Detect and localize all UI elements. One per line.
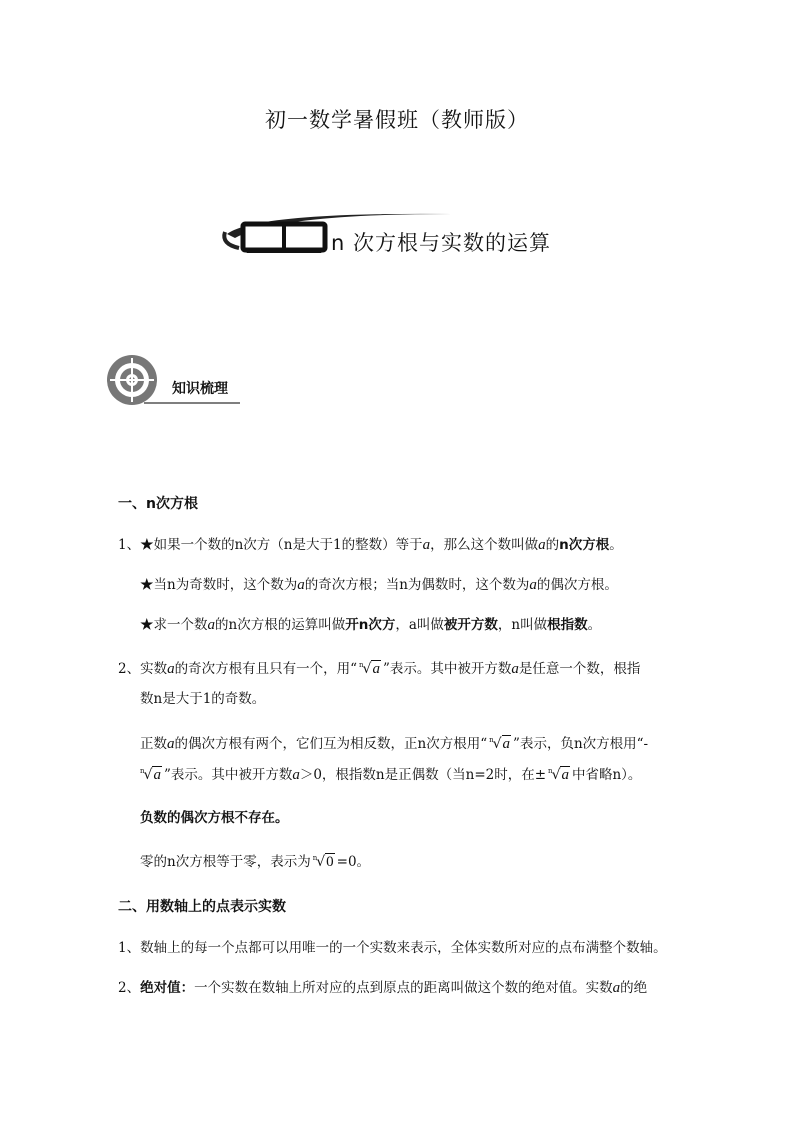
paragraph-absolute-value: 2、绝对值：一个实数在数轴上所对应的点到原点的距离叫做这个数的绝对值。实数a的绝 [118,980,648,996]
chapter-title: n 次方根与实数的运算 [331,231,551,255]
paragraph-zero-root: 零的n次方根等于零，表示为 $^n$√0 =0。 [140,852,370,874]
section-label: 知识梳理 [172,381,228,397]
paragraph-even-root-line2: $^n$√a ”表示。其中被开方数a＞0，根指数n是正偶数（当n=2时，在± $^n$√a 中省略n）。 [138,765,641,787]
paragraph-odd-root: 2、实数a的奇次方根有且只有一个，用“ $^n$√a ”表示。其中被开方数a是任意一个数，根指 [118,659,640,681]
heading-n-root: 一、n次方根 [118,496,198,512]
paragraph-operation: ★求一个数a的n次方根的运算叫做开n次方，a叫做被开方数，n叫做根指数。 [140,617,602,633]
paragraph-odd-root-line2: 数n是大于1的奇数。 [140,691,266,707]
radical-n-a-pm: $^n$√a [548,767,569,783]
paragraph-number-line: 1、数轴上的每一个点都可以用唯一的一个实数来表示，全体实数所对应的点布满整个数轴。 [118,940,667,956]
radical-n-zero: $^n$√0 [312,854,334,870]
paragraph-definition: 1、★如果一个数的n次方（n是大于1的整数）等于a，那么这个数叫做a的n次方根。 [118,537,623,553]
paragraph-even-root: 正数a的偶次方根有两个，它们互为相反数，正n次方根用“ $^n$√a ”表示，负n次方根用“- [140,734,648,756]
paragraph-negative-even: 负数的偶次方根不存在。 [140,810,289,826]
heading-number-line: 二、用数轴上的点表示实数 [118,899,286,915]
radical-n-a: $^n$√a [359,661,380,677]
radical-n-a-negative: $^n$√a [140,767,161,783]
radical-n-a-positive: $^n$√a [489,736,511,752]
page-title: 初一数学暑假班（教师版） [265,108,529,132]
paragraph-odd-even: ★当n为奇数时，这个数为a的奇次方根；当n为偶数时，这个数为a的偶次方根。 [140,577,618,593]
